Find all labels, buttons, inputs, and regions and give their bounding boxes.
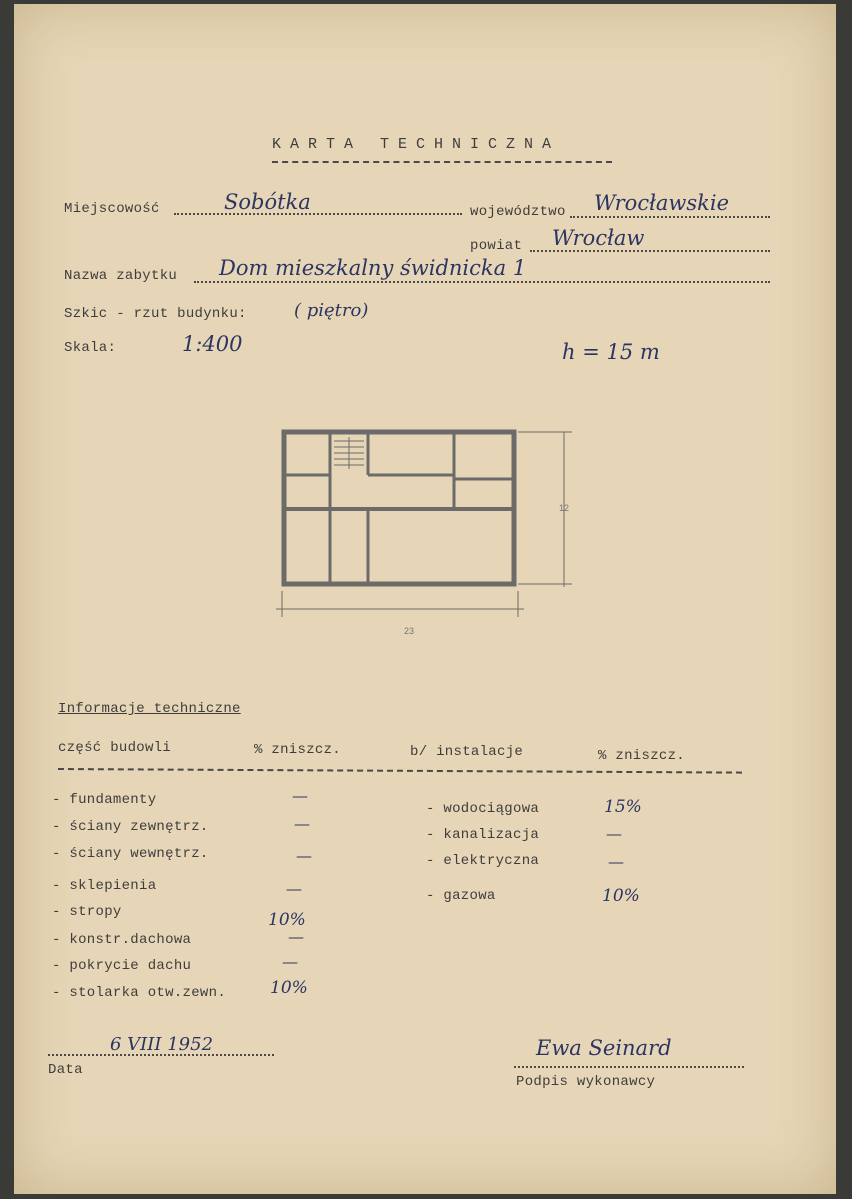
part-name: - ściany wewnętrz. [52, 846, 209, 862]
floor-plan-sketch [254, 419, 584, 639]
installation-name: - elektryczna [426, 853, 540, 869]
info-col-part: część budowli [58, 740, 172, 756]
powiat-line [530, 250, 770, 252]
part-name: - pokrycie dachu [52, 958, 192, 974]
plan-width-label: 23 [404, 626, 415, 636]
part-value: — [292, 786, 308, 805]
part-name: - konstr.dachowa [52, 932, 192, 948]
document-page [14, 4, 836, 1194]
info-col-percent-2: % zniszcz. [598, 748, 686, 764]
szkic-label: Szkic - rzut budynku: [64, 306, 247, 322]
info-col-installations: b/ instalacje [410, 744, 524, 760]
installation-value: 15% [604, 797, 642, 817]
miejscowosc-value: Sobótka [224, 190, 311, 214]
part-value: — [296, 846, 312, 865]
installation-value: 10% [602, 886, 640, 906]
part-value: 10% [270, 978, 308, 998]
powiat-label: powiat [470, 238, 523, 254]
installation-name: - wodociągowa [426, 801, 540, 817]
part-name: - stropy [52, 904, 122, 920]
info-heading: Informacje techniczne [58, 701, 241, 717]
wojewodztwo-value: Wrocławskie [594, 191, 730, 215]
wojewodztwo-label: województwo [470, 204, 566, 220]
date-value: 6 VIII 1952 [110, 1034, 214, 1055]
installation-value: — [606, 824, 622, 843]
nazwa-label: Nazwa zabytku [64, 268, 178, 284]
part-name: - sklepienia [52, 878, 157, 894]
skala-value: 1:400 [182, 332, 243, 356]
height-value: h = 15 m [562, 340, 660, 364]
installation-value: — [608, 852, 624, 871]
page-title: KARTA TECHNICZNA [272, 136, 561, 153]
nazwa-line [194, 281, 770, 283]
nazwa-value: Dom mieszkalny świdnicka 1 [219, 256, 527, 280]
part-value: — [282, 952, 298, 971]
installation-name: - kanalizacja [426, 827, 540, 843]
part-name: - ściany zewnętrz. [52, 819, 209, 835]
miejscowosc-label: Miejscowość [64, 201, 160, 217]
plan-depth-label: 12 [559, 503, 570, 513]
part-value: 10% [268, 910, 306, 930]
date-label: Data [48, 1062, 83, 1078]
signature: Ewa Seinard [536, 1036, 672, 1060]
part-name: - fundamenty [52, 792, 157, 808]
powiat-value: Wrocław [552, 226, 645, 250]
signature-line [514, 1066, 744, 1068]
wojewodztwo-line [570, 216, 770, 218]
part-value: — [286, 879, 302, 898]
part-value: — [288, 927, 304, 946]
part-value: — [294, 814, 310, 833]
installation-name: - gazowa [426, 888, 496, 904]
part-name: - stolarka otw.zewn. [52, 985, 227, 1001]
miejscowosc-line [174, 213, 462, 215]
info-header-rule [58, 768, 742, 774]
skala-label: Skala: [64, 340, 117, 356]
szkic-note: ( piętro) [294, 300, 369, 321]
title-underline [272, 161, 612, 163]
signature-label: Podpis wykonawcy [516, 1074, 656, 1090]
info-col-percent-1: % zniszcz. [254, 742, 342, 758]
